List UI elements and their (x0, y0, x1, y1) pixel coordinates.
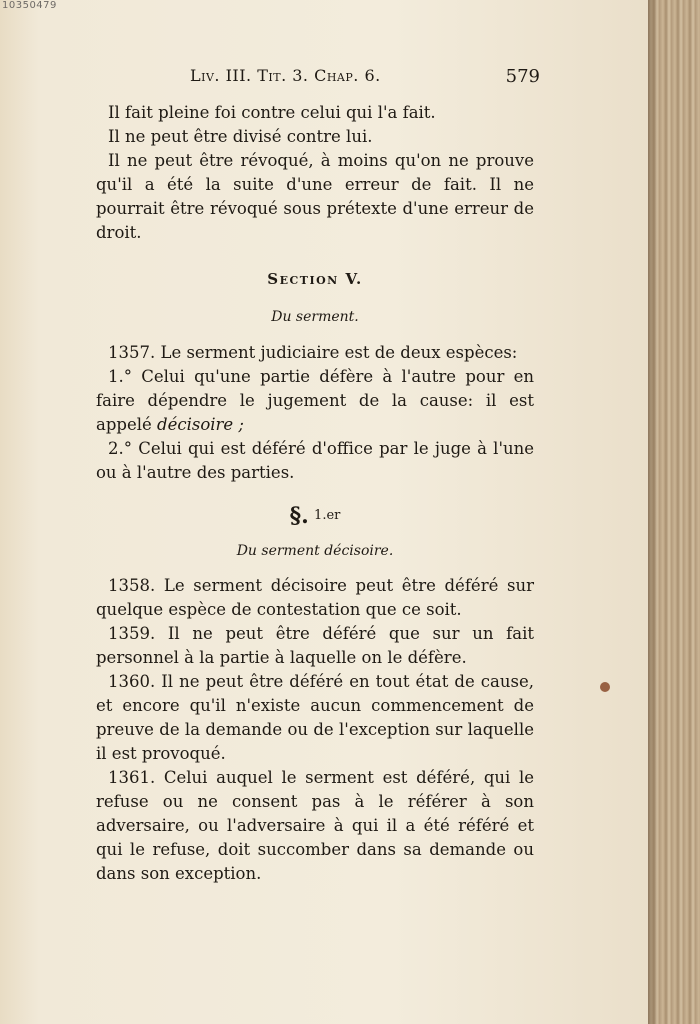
article-1361: 1361. Celui auquel le serment est déféré, qui le refuse ou ne consent pas à le référer à son adversaire, ou l'adversaire à qui il a été référé et qui le refuse, doit succomber dans sa demande ou dans son exception. (96, 768, 534, 883)
section-subtitle: Du serment. (271, 309, 359, 325)
scan-id-stamp: 10350479 (2, 0, 57, 11)
running-header (190, 66, 540, 90)
article-item (96, 365, 534, 437)
book-binding-edge (648, 0, 700, 1024)
article-1357 (96, 341, 534, 485)
articles-1358-1361 (96, 574, 534, 886)
section-heading: Section V. (267, 270, 363, 288)
term-decisoire: décisoire ; (157, 415, 244, 434)
running-header-title: Liv. III. Tit. 3. Chap. 6. (190, 66, 381, 85)
article-1359: 1359. Il ne peut être déféré que sur un fait personnel à la partie à laquelle on le défère. (96, 624, 534, 667)
article-1360: 1360. Il ne peut être déféré en tout état de cause, et encore qu'il n'existe aucun commencement de preuve de la demande ou de l'exception sur laquelle il est provoqué. (96, 672, 534, 763)
article-item: 2.° Celui qui est déféré d'office par le juge à l'une ou à l'autre des parties. (96, 439, 534, 482)
paragraph-mark (96, 504, 534, 530)
continuation-text (96, 101, 534, 245)
section-symbol: §. (289, 503, 309, 529)
article-item-text: 1.° Celui qu'une partie défère à l'autre pour en faire dépendre le jugement de la cause: il est appelé (96, 367, 534, 434)
subsection-title: Du serment décisoire. (236, 543, 394, 559)
article-text: 1357. Le serment judiciaire est de deux espèces: (108, 343, 518, 362)
ink-stain (600, 682, 610, 692)
paragraph-number: 1.er (314, 508, 341, 523)
paragraph: Il fait pleine foi contre celui qui l'a fait. (108, 103, 436, 122)
paragraph: Il ne peut être divisé contre lui. (108, 127, 373, 146)
paragraph: Il ne peut être révoqué, à moins qu'on ne prouve qu'il a été la suite d'une erreur de fait. Il ne pourrait être révoqué sous prétexte d'une erreur de droit. (96, 151, 534, 242)
article-1358: 1358. Le serment décisoire peut être déféré sur quelque espèce de contestation que ce soit. (96, 576, 534, 619)
page-number: 579 (505, 66, 540, 87)
